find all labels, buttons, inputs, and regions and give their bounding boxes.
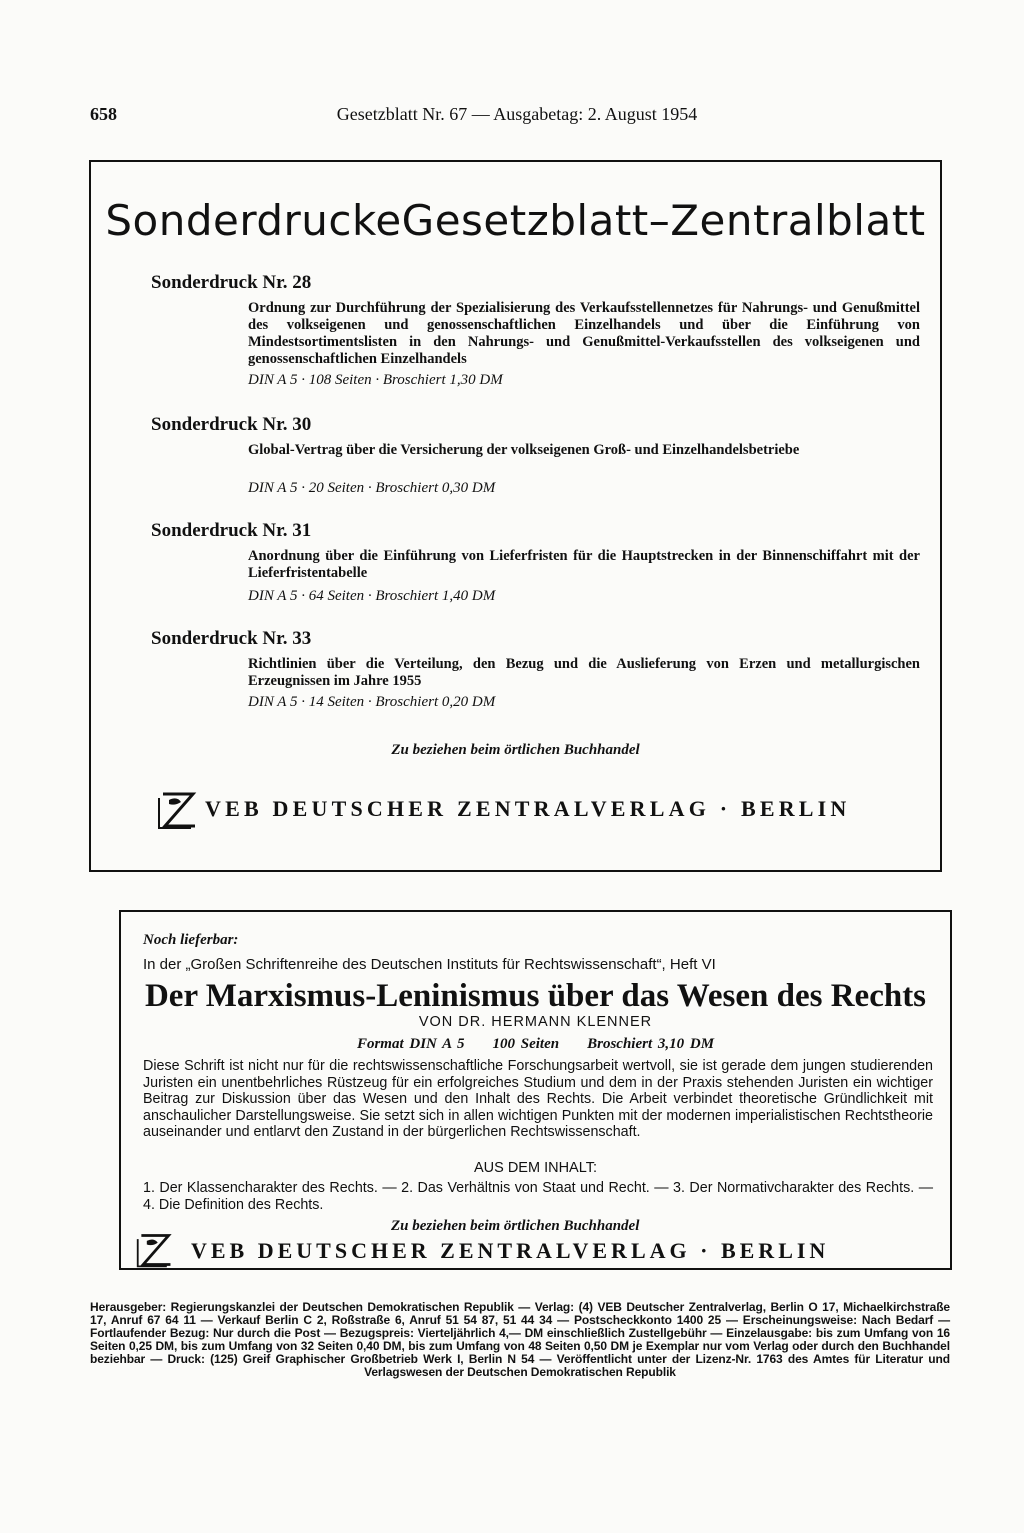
publisher-name: VEB DEUTSCHER ZENTRALVERLAG · BERLIN: [191, 1238, 830, 1263]
publisher-name: VEB DEUTSCHER ZENTRALVERLAG · BERLIN: [205, 796, 851, 821]
book-author: VON DR. HERMANN KLENNER: [418, 1014, 653, 1030]
special-print-meta: DIN A 5 · 14 Seiten · Broschiert 0,20 DM: [248, 694, 496, 710]
availability-note: Noch lieferbar:: [143, 932, 239, 948]
contents-heading: AUS DEM INHALT:: [473, 1160, 597, 1176]
special-print-text: Global-Vertrag über die Versicherung der volkseigenen Groß- und Einzelhandelsbetriebe: [248, 442, 800, 458]
special-print-meta: DIN A 5 · 108 Seiten · Broschiert 1,30 DM: [248, 372, 503, 388]
special-print-text: Richtlinien über die Verteilung, den Bezug und die Auslieferung von Erzen und metallurgischen Erzeugnissen im Jahre 1955: [248, 656, 920, 689]
special-print-heading: Sonderdruck Nr. 33: [151, 628, 312, 649]
ad1-headline: SonderdruckeGesetzblatt–Zentralblatt: [105, 196, 926, 245]
publisher-logo-icon: [133, 1230, 177, 1270]
distribution-note: Zu beziehen beim örtlichen Buchhandel: [391, 1218, 640, 1234]
special-print-heading: Sonderdruck Nr. 28: [151, 272, 312, 293]
book-price: Broschiert 3,10 DM: [587, 1036, 715, 1052]
imprint: Herausgeber: Regierungskanzlei der Deutschen Demokratischen Republik — Verlag: (4) VEB Deutscher Zentralverlag, Berlin O 17, Michaelkirchstraße 17, Anruf 67 64 11 — Verkauf Berlin C 2, Roßstraße 6, Anruf 51 54 87, 51 44 34 — Postscheckkonto 1400 25 — Erscheinungsweise: Nach Bedarf — Fortlaufender Bezug: Nur durch die Post — Bezugspreis: Vierteljährlich 4,— DM einschließlich Zustellgebühr — Einzelausgabe: bis zum Umfang von 16 Seiten 0,25 DM, bis zum Umfang von 32 Seiten 0,40 DM, bis zum Umfang von 48 Seiten 0,50 DM je Exemplar nur vom Verlag oder durch den Buchhandel beziehbar — Druck: (125) Greif Graphischer Großbetrieb Werk I, Berlin N 54 — Veröffentlicht unter der Lizenz-Nr. 1763 des Amtes für Literatur und Verlagswesen der Deutschen Demokratischen Republik: [90, 1300, 950, 1379]
distribution-note: Zu beziehen beim örtlichen Buchhandel: [391, 742, 640, 758]
special-print-text: Anordnung über die Einführung von Lieferfristen für die Hauptstrecken in der Binnenschiffahrt mit der Lieferfristentabelle: [248, 548, 920, 581]
page-header: [90, 104, 944, 132]
page-title: Gesetzblatt Nr. 67 — Ausgabetag: 2. August 1954: [336, 104, 698, 124]
book-format: Format DIN A 5: [356, 1036, 465, 1052]
page-number: 658: [90, 104, 117, 124]
special-print-heading: Sonderdruck Nr. 31: [151, 520, 312, 541]
special-print-meta: DIN A 5 · 64 Seiten · Broschiert 1,40 DM: [248, 588, 496, 604]
book-pages: 100 Seiten: [492, 1036, 560, 1052]
advertisement-special-prints: [89, 160, 942, 872]
publisher-logo-icon: [155, 788, 201, 832]
special-print-heading: Sonderdruck Nr. 30: [151, 414, 312, 435]
advertisement-book: [119, 910, 952, 1270]
book-title: Der Marxismus-Leninismus über das Wesen des Rechts: [144, 978, 927, 1014]
special-print-meta: DIN A 5 · 20 Seiten · Broschiert 0,30 DM: [248, 480, 496, 496]
special-print-text: Ordnung zur Durchführung der Spezialisierung des Verkaufsstellennetzes für Nahrungs- und Genußmittel des volkseigenen und genossenschaftlichen Einzelhandels und über die Einführung von Mindestsortimentslisten in den Nahrungs- und Genußmittel-Verkaufsstellen des volkseigenen und genossenschaftlichen Einzelhandels: [248, 300, 920, 367]
book-description: Diese Schrift ist nicht nur für die rechtswissenschaftliche Forschungsarbeit wertvoll, sie ist gerade dem jungen studierenden Juristen ein unentbehrliches Rüstzeug für ein erfolgreiches Studium und dem in der Praxis stehenden Juristen ein wichtiger Beitrag zur Diskussion über das Wesen und den Inhalt des Rechts. Die Arbeit verbindet theoretische Gründlichkeit mit anschaulicher Darstellungsweise. Sie setzt sich in allen wichtigen Punkten mit der modernen imperialistischen Rechtstheorie auseinander und entlarvt den Zustand in der bürgerlichen Rechtswissenschaft.: [143, 1058, 933, 1140]
book-format-line: [121, 1036, 950, 1053]
book-series: In der „Großen Schriftenreihe des Deutschen Instituts für Rechtswissenschaft“, Heft VI: [143, 956, 716, 973]
contents-list: 1. Der Klassencharakter des Rechts. — 2. Das Verhältnis von Staat und Recht. — 3. Der Normativcharakter des Rechts. — 4. Die Definition des Rechts.: [143, 1180, 933, 1213]
